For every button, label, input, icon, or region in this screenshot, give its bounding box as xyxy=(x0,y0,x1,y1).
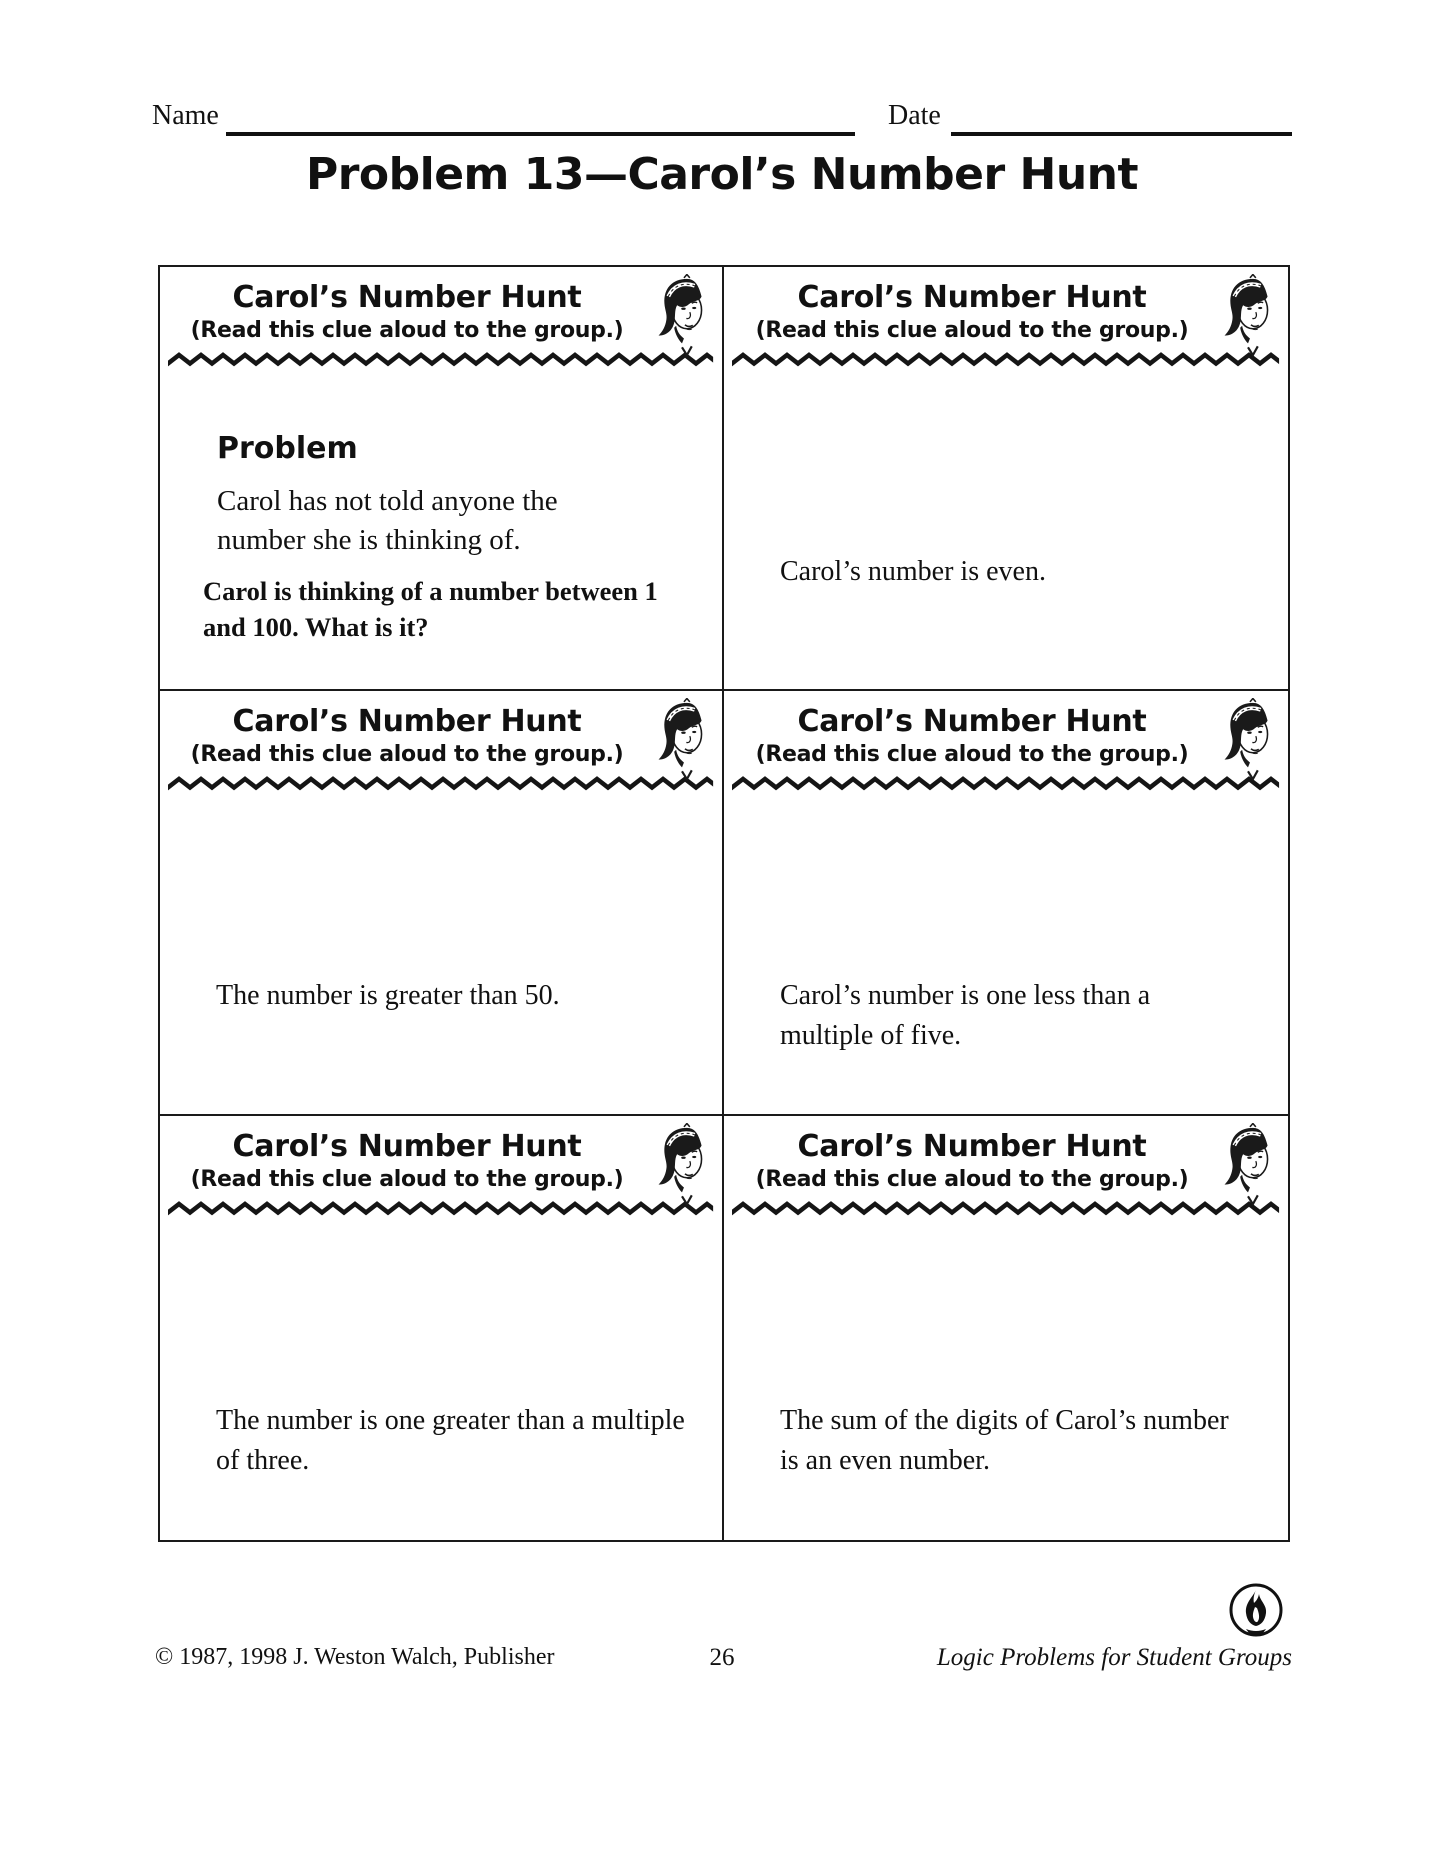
name-label: Name xyxy=(152,100,219,131)
zigzag-divider-icon xyxy=(732,775,1279,792)
card-body xyxy=(724,1217,1288,1481)
problem-text: Carol has not told anyone the number she is thinking of. xyxy=(217,485,558,556)
woman-portrait-icon xyxy=(1220,1123,1276,1209)
card-subtitle: (Read this clue aloud to the group.) xyxy=(190,742,624,768)
card-subtitle: (Read this clue aloud to the group.) xyxy=(755,1166,1189,1192)
card-title: Carol’s Number Hunt xyxy=(232,704,582,740)
card-title: Carol’s Number Hunt xyxy=(232,1128,582,1164)
card-body xyxy=(724,368,1288,592)
footer-page-number: 26 xyxy=(709,1644,735,1671)
card-title: Carol’s Number Hunt xyxy=(797,1128,1147,1164)
zigzag-divider-icon xyxy=(732,1200,1279,1217)
card-subtitle: (Read this clue aloud to the group.) xyxy=(190,318,624,343)
publisher-flame-logo-icon xyxy=(1226,1582,1286,1642)
clue-text: The number is greater than 50. xyxy=(216,980,560,1012)
zigzag-divider-icon xyxy=(168,775,713,792)
zigzag-divider-icon xyxy=(168,1200,713,1217)
woman-portrait-icon xyxy=(1220,274,1276,360)
card-subtitle: (Read this clue aloud to the group.) xyxy=(190,1166,624,1192)
footer-book-title: Logic Problems for Student Groups xyxy=(936,1644,1292,1671)
clue-card-problem xyxy=(160,267,724,691)
clue-card xyxy=(724,267,1288,691)
card-body xyxy=(160,792,722,1016)
date-label: Date xyxy=(888,100,941,131)
card-header xyxy=(160,691,722,770)
clue-card xyxy=(724,691,1288,1115)
clue-card xyxy=(160,691,724,1115)
clue-text: The sum of the digits of Carol’s number is an even number. xyxy=(780,1404,1229,1476)
woman-portrait-icon xyxy=(654,1123,710,1209)
card-body xyxy=(160,1217,722,1481)
card-title: Carol’s Number Hunt xyxy=(797,704,1147,740)
clue-text: Carol’s number is even. xyxy=(780,556,1046,587)
card-title: Carol’s Number Hunt xyxy=(232,280,582,315)
date-blank-line xyxy=(951,132,1292,136)
footer-copyright: © 1987, 1998 J. Weston Walch, Publisher xyxy=(155,1644,555,1670)
card-header xyxy=(724,1116,1288,1195)
card-subtitle: (Read this clue aloud to the group.) xyxy=(755,742,1189,768)
card-body xyxy=(724,792,1288,1056)
woman-portrait-icon xyxy=(654,698,710,784)
page-title: Problem 13—Carol’s Number Hunt xyxy=(305,149,1139,200)
card-header xyxy=(160,1116,722,1195)
problem-heading: Problem xyxy=(217,431,358,466)
card-body xyxy=(160,368,722,645)
clue-card xyxy=(724,1116,1288,1540)
card-header xyxy=(160,267,722,346)
clue-card-grid xyxy=(158,265,1290,1542)
woman-portrait-icon xyxy=(654,274,710,360)
card-header xyxy=(724,267,1288,346)
problem-question: Carol is thinking of a number between 1 and 100. What is it? xyxy=(203,576,658,642)
name-blank-line xyxy=(226,132,855,136)
zigzag-divider-icon xyxy=(168,351,713,368)
clue-text: Carol’s number is one less than a multiple of five. xyxy=(780,980,1151,1052)
zigzag-divider-icon xyxy=(732,351,1279,368)
clue-text: The number is one greater than a multiple of three. xyxy=(216,1404,685,1476)
card-subtitle: (Read this clue aloud to the group.) xyxy=(755,318,1189,343)
card-header xyxy=(724,691,1288,770)
card-title: Carol’s Number Hunt xyxy=(797,280,1147,315)
woman-portrait-icon xyxy=(1220,698,1276,784)
clue-card xyxy=(160,1116,724,1540)
